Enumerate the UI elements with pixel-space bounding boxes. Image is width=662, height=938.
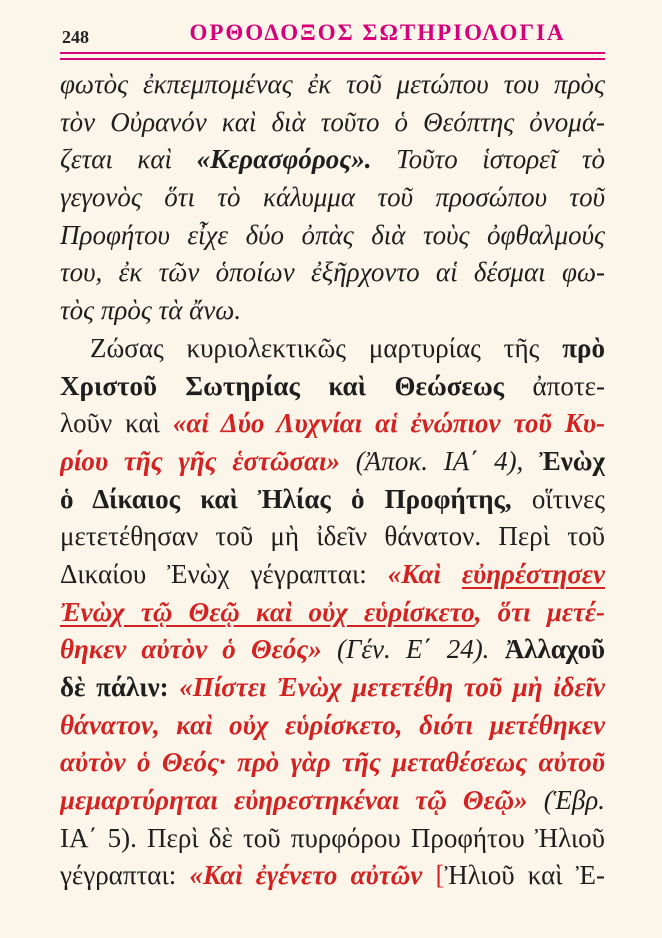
text-line: [60, 405, 605, 443]
text-span: οἵτινες: [511, 483, 605, 514]
text-span: Δικαίου Ἐνὼχ γέγραπται:: [60, 558, 388, 589]
text-span: «Καὶ: [387, 558, 462, 589]
text-span: Χριστοῦ Σωτηρίας καὶ Θεώσεως: [60, 370, 505, 401]
text-span: (Ἑβρ.: [527, 785, 605, 816]
text-line: [60, 141, 605, 179]
text-span: θάνατον, καὶ οὐχ εὑρίσκετο, διότι μετέθηκεν: [60, 709, 605, 740]
text-span: εὐηρέστησεν: [461, 558, 605, 589]
text-line: [60, 518, 605, 556]
header-rule-bottom: [60, 58, 605, 60]
text-span: Τοῦτο ἱστορεῖ τὸ: [371, 144, 605, 175]
text-line: [60, 857, 605, 895]
text-span: [: [422, 860, 445, 891]
page-number: 248: [62, 27, 89, 47]
text-span: πρὸ: [562, 332, 605, 363]
text-line: [60, 744, 605, 782]
text-line: [60, 556, 605, 594]
text-span: ἀποτε-: [504, 370, 605, 401]
text-span: τὸς πρὸς τὰ ἄνω.: [60, 295, 242, 326]
text-span: ρίου τῆς γῆς ἑστῶσαι»: [60, 445, 341, 476]
text-span: Προφήτου εἶχε δύο ὀπὰς διὰ τοὺς ὀφθαλμούς: [60, 219, 605, 250]
text-span: «Κερασφόρος».: [196, 144, 372, 175]
text-span: Ἐνὼχ τῷ Θεῷ καὶ οὐχ εὑρίσκετο: [60, 596, 475, 627]
text-line: [60, 292, 605, 330]
body-text: [60, 66, 605, 895]
text-span: , ὅτι μετέ-: [474, 596, 605, 627]
running-title: ΟΡΘΟΔΟΞΟΣ ΣΩΤΗΡΙΟΛΟΓΙΑ: [189, 20, 566, 45]
text-span: τὸν Οὐρανόν καὶ διὰ τοῦτο ὁ Θεόπτης ὀνομά-: [60, 106, 605, 137]
text-line: [60, 179, 605, 217]
text-span: Ζώσας κυριολεκτικῶς μαρτυρίας τῆς: [90, 332, 563, 363]
text-span: «αἱ Δύο Λυχνίαι αἱ ἐνώπιον τοῦ Κυ-: [172, 408, 605, 439]
text-line: [60, 631, 605, 669]
text-line: [60, 217, 605, 255]
text-span: Ἀλλαχοῦ: [504, 634, 605, 665]
running-header: [60, 20, 605, 50]
text-span: (Ἀποκ. ΙΑ΄ 4),: [340, 445, 540, 476]
text-span: Ἠλιοῦ καὶ Ἐ-: [444, 860, 605, 891]
text-line: [60, 669, 605, 707]
text-span: θηκεν αὐτὸν ὁ Θεός»: [60, 634, 322, 665]
text-line: [60, 594, 605, 632]
text-line: [60, 820, 605, 858]
header-rule-top: [60, 52, 605, 54]
text-span: γέγραπται:: [60, 860, 190, 891]
text-line: [60, 104, 605, 142]
text-span: ζεται καὶ: [60, 144, 197, 175]
text-span: Ἐνὼχ: [539, 445, 605, 476]
text-line: [60, 443, 605, 481]
text-span: λοῦν καὶ: [60, 408, 173, 439]
text-line: [60, 707, 605, 745]
text-span: μετετέθησαν τοῦ μὴ ἰδεῖν θάνατον. Περὶ τοῦ: [60, 521, 605, 552]
text-span: μεμαρτύρηται εὐηρεστηκέναι τῷ Θεῷ»: [60, 785, 528, 816]
text-span: του, ἐκ τῶν ὁποίων ἐξῆρχοντο αἱ δέσμαι φω-: [60, 257, 605, 288]
text-line: [60, 481, 605, 519]
text-span: «Καὶ ἐγένετο αὐτῶν: [189, 860, 423, 891]
text-span: ΙΑ΄ 5). Περὶ δὲ τοῦ πυρφόρου Προφήτου Ἠλιοῦ: [60, 822, 605, 853]
text-span: (Γέν. Ε΄ 24).: [321, 634, 505, 665]
text-span: «Πίστει Ἐνὼχ μετετέθη τοῦ μὴ ἰδεῖν: [179, 672, 605, 702]
text-line: [60, 782, 605, 820]
text-span: αὐτὸν ὁ Θεός· πρὸ γὰρ τῆς μεταθέσεως αὐτοῦ: [60, 747, 605, 778]
text-line: [60, 254, 605, 292]
text-span: ὁ Δίκαιος καὶ Ἠλίας ὁ Προφήτης,: [60, 483, 512, 514]
text-line: [60, 330, 605, 368]
text-span: φωτὸς ἐκπεμπομένας ἐκ τοῦ μετώπου του πρὸς: [60, 69, 605, 99]
text-line: [60, 66, 605, 104]
text-span: γεγονὸς ὅτι τὸ κάλυμμα τοῦ προσώπου τοῦ: [60, 182, 605, 213]
text-span: δὲ πάλιν:: [60, 672, 180, 702]
text-line: [60, 368, 605, 406]
